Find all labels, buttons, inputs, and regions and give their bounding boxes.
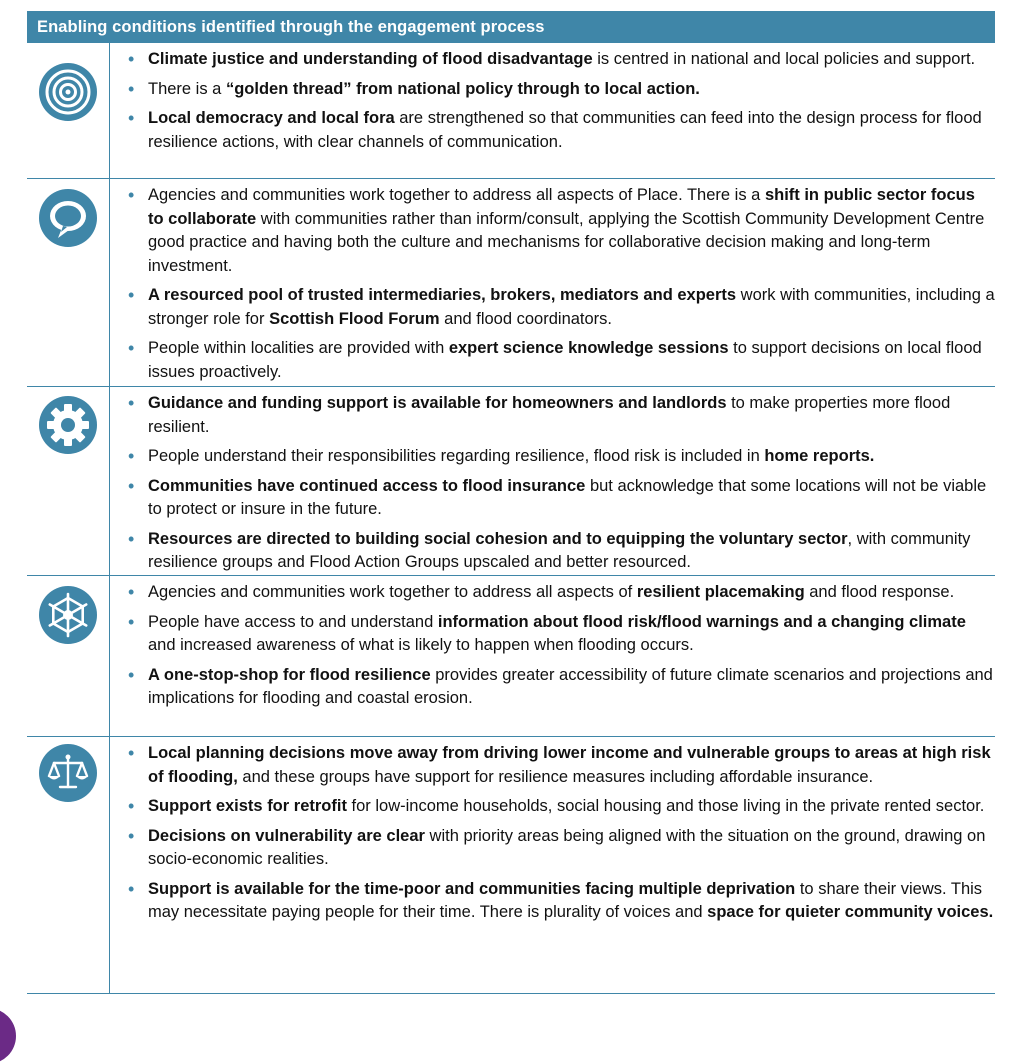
table-row (27, 179, 995, 387)
list-item: • A one-stop-shop for flood resilience provides greater accessibility of future climate scenarios and projections and implications for flooding and coastal erosion. (122, 664, 995, 711)
condition-list (110, 387, 995, 575)
gear-icon (38, 395, 98, 455)
enabling-conditions-table (27, 11, 995, 994)
list-item: • There is a “golden thread” from national policy through to local action. (122, 78, 995, 102)
list-item: • Guidance and funding support is available for homeowners and landlords to make properties more flood resilient. (122, 392, 995, 439)
table-row (27, 387, 995, 576)
list-item: • Agencies and communities work together to address all aspects of resilient placemaking and flood response. (122, 581, 995, 605)
condition-list (110, 576, 995, 736)
condition-list (110, 737, 995, 993)
list-item: • Support exists for retrofit for low-income households, social housing and those living in the private rented sector. (122, 795, 995, 819)
table-header: Enabling conditions identified through the engagement process (27, 11, 995, 43)
list-item: • People understand their responsibilities regarding resilience, flood risk is included in home reports. (122, 445, 995, 469)
table-row (27, 43, 995, 179)
list-item: • Local democracy and local fora are strengthened so that communities can feed into the design process for flood resilience actions, with clear channels of communication. (122, 107, 995, 154)
condition-list (110, 43, 995, 178)
list-item: • Local planning decisions move away from driving lower income and vulnerable groups to areas at high risk of flooding, and these groups have support for resilience measures including affordable insurance. (122, 742, 995, 789)
list-item: • Climate justice and understanding of flood disadvantage is centred in national and local policies and support. (122, 48, 995, 72)
icon-cell (27, 179, 110, 386)
icon-cell (27, 387, 110, 575)
list-item: • Agencies and communities work together to address all aspects of Place. There is a shift in public sector focus to collaborate with communities rather than inform/consult, applying the Scottish Community Development Centre good practice and having both the culture and mechanisms for collaborative decision making and long-term investment. (122, 184, 995, 278)
list-item: • Communities have continued access to flood insurance but acknowledge that some locations will not be viable to protect or insure in the future. (122, 475, 995, 522)
icon-cell (27, 43, 110, 178)
icon-cell (27, 737, 110, 993)
list-item: • Support is available for the time-poor and communities facing multiple deprivation to share their views. This may necessitate paying people for their time. There is plurality of voices and space for quieter community voices. (122, 878, 995, 925)
speech-bubble-icon (38, 188, 98, 248)
list-item: • People have access to and understand information about flood risk/flood warnings and a changing climate and increased awareness of what is likely to happen when flooding occurs. (122, 611, 995, 658)
table-row (27, 737, 995, 994)
condition-list (110, 179, 995, 386)
target-icon (38, 62, 98, 122)
scales-icon (38, 743, 98, 803)
list-item: • People within localities are provided with expert science knowledge sessions to support decisions on local flood issues proactively. (122, 337, 995, 384)
table-row (27, 576, 995, 737)
wheel-icon (38, 585, 98, 645)
list-item: • Decisions on vulnerability are clear with priority areas being aligned with the situation on the ground, drawing on socio-economic realities. (122, 825, 995, 872)
icon-cell (27, 576, 110, 736)
decorative-corner-shape (0, 1008, 16, 1064)
list-item: • Resources are directed to building social cohesion and to equipping the voluntary sector, with community resilience groups and Flood Action Groups upscaled and better resourced. (122, 528, 995, 575)
list-item: • A resourced pool of trusted intermediaries, brokers, mediators and experts work with communities, including a stronger role for Scottish Flood Forum and flood coordinators. (122, 284, 995, 331)
